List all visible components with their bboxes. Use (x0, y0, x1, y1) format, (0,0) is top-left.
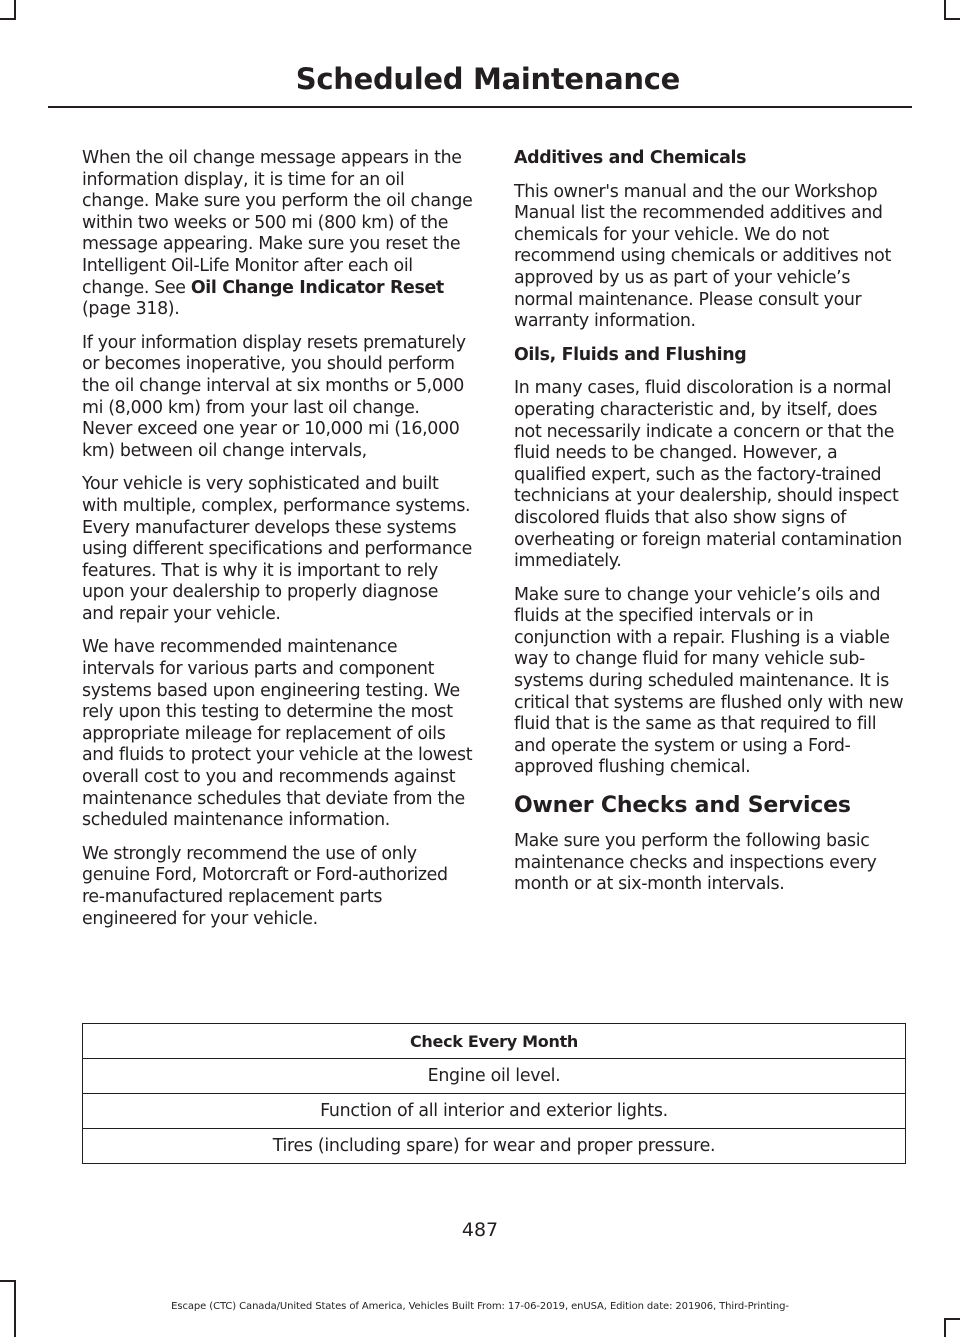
crop-mark-top-left (14, 0, 16, 20)
paragraph-recommended-intervals: We have recommended maintenance intervals for various parts and component systems based upon engineering testing. We rely upon this testing to determine the most appropriate mileage for replacement of oils and fluids to protect your vehicle at the lowest overall cost to you and recommends against maintenance schedules that deviate from the scheduled maintenance information. (82, 637, 473, 831)
table-cell: Tires (including spare) for wear and proper pressure. (83, 1129, 906, 1164)
paragraph-additives: This owner's manual and the our Workshop Manual list the recommended additives and chemicals for your vehicle. We do not recommend using chemicals or additives not approved by us as part of your vehicle’s normal maintenance. Please consult your warranty information. (514, 181, 891, 332)
paragraph-sophisticated-vehicle: Your vehicle is very sophisticated and built with multiple, complex, performance systems. Every manufacturer develops these systems using different specifications and performance features. That is why it is important to rely upon your dealership to properly diagnose and repair your vehicle. (82, 474, 472, 624)
check-every-month-table (82, 1023, 906, 1164)
table-cell: Engine oil level. (83, 1059, 906, 1094)
crop-mark-bottom-left (0, 1280, 16, 1282)
crop-mark-top-right (944, 0, 946, 20)
left-column (82, 148, 474, 942)
header-divider (48, 106, 912, 108)
crop-mark-top-right (944, 18, 960, 20)
page-title: Scheduled Maintenance (295, 62, 680, 96)
footer-edition-info: Escape (CTC) Canada/United States of America, Vehicles Built From: 17-06-2019, enUSA, Edition date: 201906, Third-Printing- (171, 1301, 789, 1312)
paragraph-owner-checks: Make sure you perform the following basic maintenance checks and inspections every month or at six-month intervals. (514, 831, 877, 895)
heading-additives-chemicals: Additives and Chemicals (514, 148, 747, 168)
crop-mark-bottom-right (944, 1318, 960, 1320)
paragraph-genuine-parts: We strongly recommend the use of only genuine Ford, Motorcraft or Ford-authorized re-manufactured replacement parts engineered for your vehicle. (82, 843, 448, 929)
right-column (514, 148, 906, 908)
crop-mark-bottom-right (944, 1318, 946, 1337)
table-row (83, 1129, 906, 1164)
page-number: 487 (461, 1219, 499, 1241)
heading-owner-checks: Owner Checks and Services (514, 793, 851, 819)
heading-oils-fluids-flushing: Oils, Fluids and Flushing (514, 344, 747, 365)
paragraph-fluid-discoloration: In many cases, fluid discoloration is a normal operating characteristic and, by itself, does not necessarily indicate a concern or that the fluid needs to be changed. However, a qualified expert, such as the factory-trained technicians at your dealership, should inspect discolored fluids that also show signs of overheating or foreign material contamination immediately. (514, 378, 902, 572)
table-row (83, 1094, 906, 1129)
table-header-row (83, 1024, 906, 1059)
crop-mark-top-left (0, 18, 16, 20)
paragraph-change-oils-fluids: Make sure to change your vehicle’s oils and fluids at the specified intervals or in conjunction with a repair. Flushing is a viable way to change fluid for many vehicle sub-systems during scheduled maintenance. It is critical that systems are flushed only with new fluid that is the same as that required to fill and operate the system or using a Ford-approved flushing chemical. (514, 584, 904, 778)
cross-reference-link[interactable]: Oil Change Indicator Reset (190, 277, 444, 298)
table-cell: Function of all interior and exterior lights. (83, 1094, 906, 1129)
table-header-cell: Check Every Month (83, 1024, 906, 1059)
paragraph-oil-change-message: When the oil change message appears in the information display, it is time for an oil change. Make sure you perform the oil change within two weeks or 500 mi (800 km) of the message appearing. Make sure you reset the Intelligent Oil-Life Monitor after each oil change. See Oil Change Indicator Reset (page 318). (82, 148, 473, 320)
table-row (83, 1059, 906, 1094)
paragraph-display-resets: If your information display resets prematurely or becomes inoperative, you should perform the oil change interval at six months or 5,000 mi (8,000 km) from your last oil change. Never exceed one year or 10,000 mi (16,000 km) between oil change intervals, (82, 332, 466, 461)
